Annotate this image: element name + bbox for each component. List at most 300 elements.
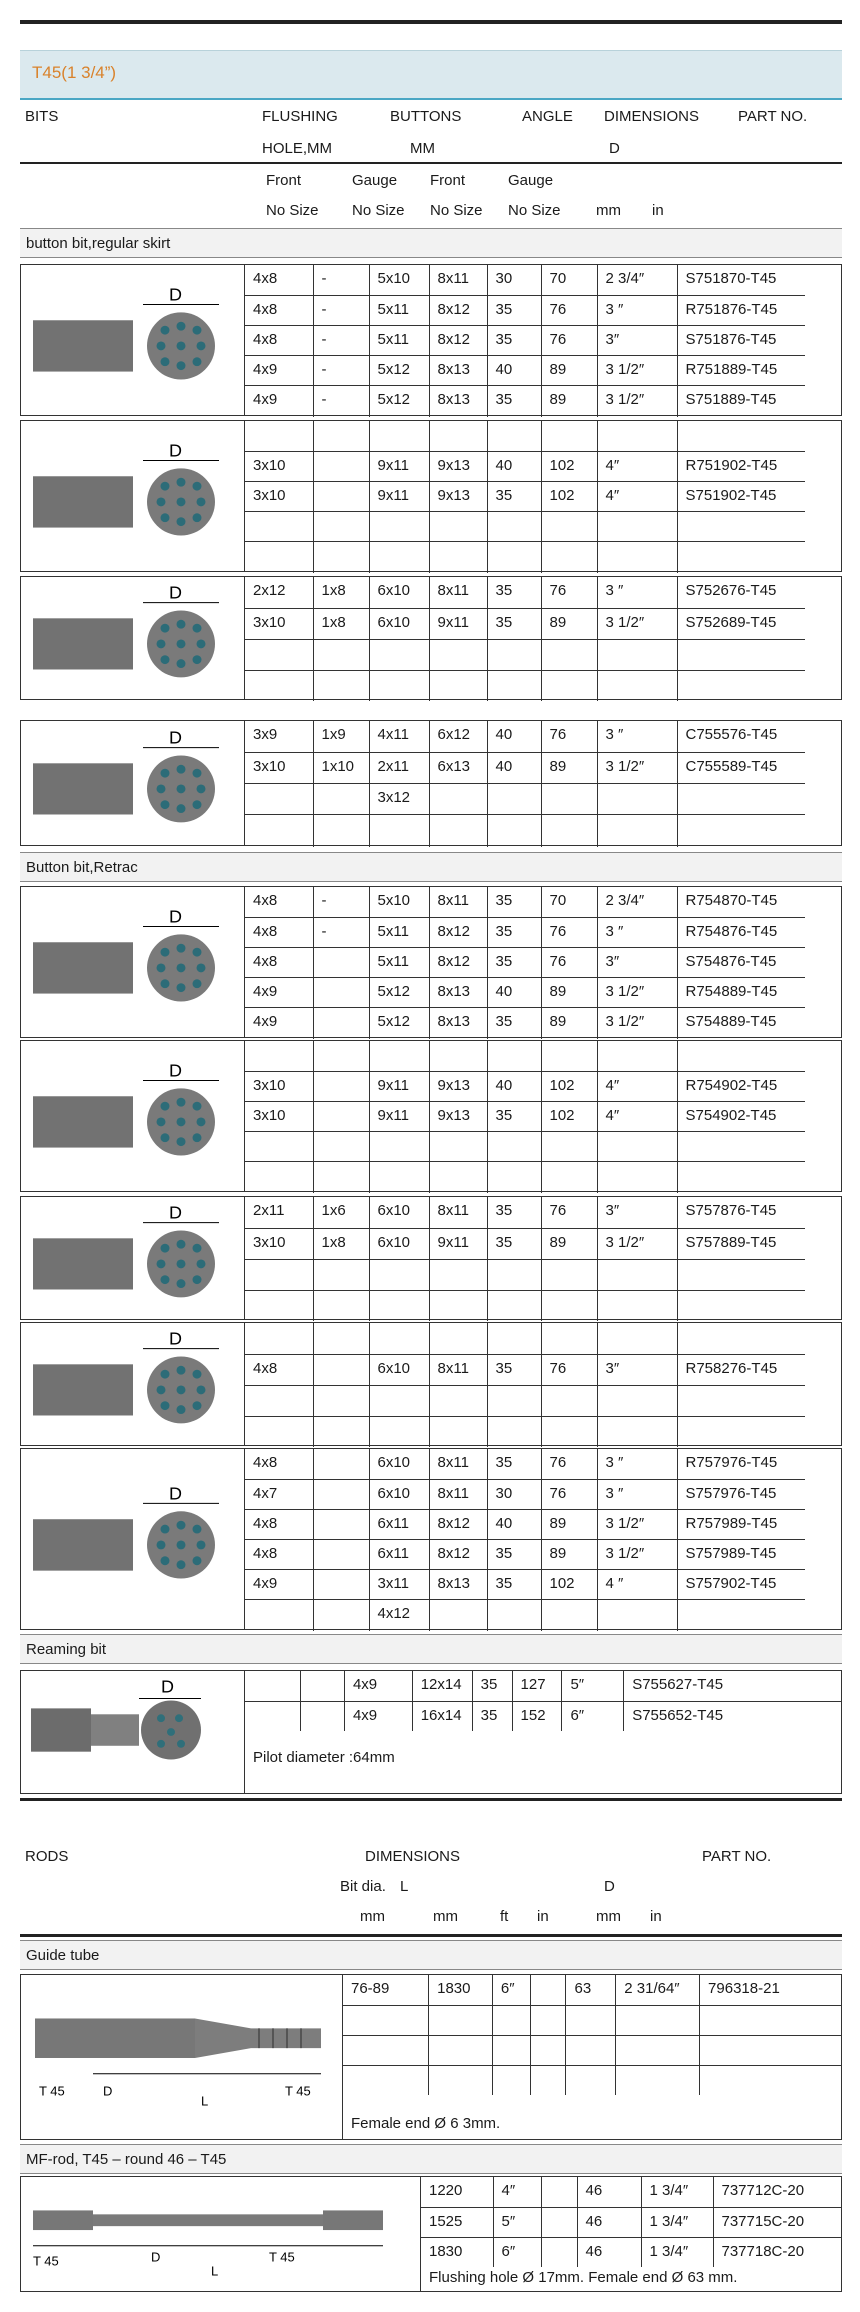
front-label: Front: [430, 172, 466, 189]
table-cell: 152: [512, 1701, 562, 1731]
table-cell: 89: [541, 608, 597, 639]
table-cell: 35: [487, 481, 541, 511]
table-cell: [677, 1131, 805, 1161]
buttons-mm-label: MM: [410, 140, 435, 157]
table-cell: [677, 1290, 805, 1321]
bits-label: BITS: [25, 108, 59, 125]
bit-spec-table: [245, 577, 805, 701]
table-cell: [369, 1290, 429, 1321]
bit-image: [21, 577, 245, 699]
table-cell: [313, 1416, 369, 1447]
gauge-label: Gauge: [352, 172, 398, 189]
bit-drawing: [21, 1197, 245, 1319]
table-row: [245, 1385, 805, 1416]
reaming-bit-drawing: [21, 1671, 245, 1793]
table-cell: 76: [541, 577, 597, 608]
table-cell: 9x13: [429, 1101, 487, 1131]
table-cell: 5x11: [369, 295, 429, 325]
table-cell: [616, 2035, 700, 2065]
table-cell: 9x13: [429, 451, 487, 481]
table-cell: [245, 1290, 313, 1321]
table-cell: 12x14: [412, 1671, 472, 1701]
mm-label: mm: [360, 1908, 385, 1925]
table-cell: [541, 1259, 597, 1290]
front-label: Front: [266, 172, 302, 189]
table-row: [245, 1539, 805, 1569]
table-cell: 5x12: [369, 977, 429, 1007]
table-cell: [429, 1259, 487, 1290]
table-cell: [677, 814, 805, 847]
table-cell: [541, 1041, 597, 1071]
table-cell: [313, 1161, 369, 1193]
table-cell: [429, 2065, 493, 2095]
table-cell: 5x12: [369, 355, 429, 385]
table-cell: 3x10: [245, 1228, 313, 1259]
t45-right-label: T 45: [269, 2249, 295, 2265]
table-row: [245, 1569, 805, 1599]
table-cell: 40: [487, 977, 541, 1007]
table-row: [421, 2207, 841, 2237]
table-cell: [245, 783, 313, 814]
table-cell: [313, 451, 369, 481]
table-cell: [313, 670, 369, 701]
table-row: [245, 752, 805, 783]
table-cell: 2x11: [369, 752, 429, 783]
guide-tube-table: [343, 1975, 841, 2095]
table-row: [245, 1131, 805, 1161]
table-cell: [245, 1161, 313, 1193]
table-cell: [530, 2065, 566, 2095]
table-cell: [313, 1071, 369, 1101]
table-cell: 1525: [421, 2207, 493, 2237]
table-cell: 1x9: [313, 721, 369, 752]
mf-rod-note: Flushing hole Ø 17mm. Female end Ø 63 mm.: [429, 2269, 738, 2286]
table-cell: [597, 1323, 677, 1354]
mm-label: mm: [596, 1908, 621, 1925]
table-cell: 70: [541, 265, 597, 295]
table-row: [245, 1290, 805, 1321]
d-dimension-label: D: [169, 1202, 182, 1223]
page-title: T45(1 3/4”): [32, 63, 117, 82]
table-cell: 35: [487, 325, 541, 355]
bit-spec-table: [245, 1323, 805, 1447]
table-cell: [429, 783, 487, 814]
table-cell: [597, 1385, 677, 1416]
table-cell: [487, 541, 541, 573]
table-row: [245, 1007, 805, 1039]
table-cell: 8x13: [429, 385, 487, 417]
table-cell: S757976-T45: [677, 1479, 805, 1509]
table-cell: 3 1/2″: [597, 385, 677, 417]
table-cell: 8x12: [429, 1509, 487, 1539]
table-row: [245, 265, 805, 295]
table-cell: [541, 1599, 597, 1631]
table-cell: [313, 1385, 369, 1416]
table-cell: 89: [541, 1228, 597, 1259]
table-cell: 6″: [493, 2237, 541, 2267]
flushing-label: FLUSHING: [262, 108, 338, 125]
table-cell: 8x13: [429, 1569, 487, 1599]
table-cell: [616, 2065, 700, 2095]
table-cell: [369, 639, 429, 670]
table-cell: 6x10: [369, 1197, 429, 1228]
table-cell: [429, 1416, 487, 1447]
table-row: [245, 1323, 805, 1354]
title-band: [20, 50, 842, 100]
table-cell: 3x10: [245, 1071, 313, 1101]
table-cell: [597, 1041, 677, 1071]
table-cell: S754876-T45: [677, 947, 805, 977]
t45-left-label: T 45: [39, 2083, 65, 2099]
table-cell: 3 1/2″: [597, 1228, 677, 1259]
t45-right-label: T 45: [285, 2083, 311, 2099]
table-row: [245, 670, 805, 701]
in-label: in: [650, 1908, 662, 1925]
table-cell: [429, 1131, 487, 1161]
table-cell: 3 1/2″: [597, 608, 677, 639]
table-cell: [541, 1323, 597, 1354]
table-cell: 3″: [597, 325, 677, 355]
reaming-block: [20, 1670, 842, 1794]
bit-image: [21, 887, 245, 1037]
table-cell: 5x12: [369, 1007, 429, 1039]
table-row: [245, 1449, 805, 1479]
table-cell: [597, 783, 677, 814]
table-cell: [487, 1161, 541, 1193]
table-cell: 30: [487, 1479, 541, 1509]
table-cell: [313, 511, 369, 541]
table-cell: 4x9: [245, 1569, 313, 1599]
table-cell: [677, 541, 805, 573]
table-row: [245, 1354, 805, 1385]
ft-label: ft: [500, 1908, 509, 1925]
table-row: [245, 639, 805, 670]
bit-image: [21, 1197, 245, 1319]
table-row: [245, 511, 805, 541]
table-cell: -: [313, 917, 369, 947]
table-cell: 737718C-20: [721, 2242, 805, 2260]
table-cell: 6x12: [429, 721, 487, 752]
table-cell: [487, 1290, 541, 1321]
table-row: [245, 355, 805, 385]
bit-drawing: [21, 721, 245, 845]
table-cell: 35: [487, 917, 541, 947]
table-cell: [313, 1539, 369, 1569]
table-cell: 3 1/2″: [597, 752, 677, 783]
table-cell: 737715C-20: [713, 2207, 841, 2237]
table-cell: 9x13: [429, 1071, 487, 1101]
table-cell: 6x10: [369, 1228, 429, 1259]
table-cell: [541, 1290, 597, 1321]
table-cell: 4 ″: [597, 1569, 677, 1599]
bit-spec-table: [245, 265, 805, 417]
table-cell: 35: [487, 1449, 541, 1479]
table-cell: 4″: [597, 1071, 677, 1101]
table-cell: [245, 1323, 313, 1354]
rods-part-no-label: PART NO.: [702, 1848, 772, 1865]
table-cell: 35: [472, 1701, 512, 1731]
dimensions-label: DIMENSIONS: [604, 108, 700, 125]
mf-rod-block: [20, 2176, 842, 2292]
table-cell: 1x6: [313, 1197, 369, 1228]
table-row: [245, 1259, 805, 1290]
table-cell: 76: [541, 1479, 597, 1509]
table-cell: [487, 1041, 541, 1071]
table-cell: 89: [541, 385, 597, 417]
dimensions-d-label: D: [609, 140, 620, 157]
table-cell: 76: [541, 1197, 597, 1228]
table-cell: 4″: [597, 1101, 677, 1131]
bit-image: [21, 265, 245, 415]
bit-spec-table: [245, 887, 805, 1039]
table-cell: 35: [487, 577, 541, 608]
table-cell: 8x11: [429, 1197, 487, 1228]
table-cell: [245, 1701, 301, 1731]
table-cell: [313, 814, 369, 847]
table-cell: [597, 1131, 677, 1161]
table-cell: [245, 814, 313, 847]
bit-image: [21, 1041, 245, 1191]
table-cell: 76: [541, 325, 597, 355]
mf-rod-drawing: [21, 2177, 421, 2291]
table-cell: 5x11: [369, 947, 429, 977]
table-cell: [429, 814, 487, 847]
section-retrac: [20, 852, 842, 882]
no-size-label: No Size: [508, 202, 561, 219]
table-cell: 3 1/2″: [597, 1539, 677, 1569]
table-cell: [313, 1259, 369, 1290]
table-cell: 3″: [597, 1197, 677, 1228]
table-cell: [677, 1323, 805, 1354]
table-cell: [597, 541, 677, 573]
table-cell: 6″: [562, 1701, 624, 1731]
table-cell: 3x9: [245, 721, 313, 752]
table-cell: 6x10: [369, 1479, 429, 1509]
table-cell: 5x11: [369, 325, 429, 355]
table-cell: 8x11: [429, 265, 487, 295]
table-cell: 76: [541, 1449, 597, 1479]
table-cell: [301, 1701, 345, 1731]
table-cell: [677, 1416, 805, 1447]
table-row: [343, 2005, 841, 2035]
table-cell: 3x10: [245, 481, 313, 511]
bit-drawing: [21, 887, 245, 1037]
d-label: D: [151, 2249, 161, 2265]
bit-image: [21, 1323, 245, 1445]
table-cell: 4x8: [245, 1539, 313, 1569]
table-cell: [429, 639, 487, 670]
table-cell: S752676-T45: [677, 577, 805, 608]
table-cell: [541, 670, 597, 701]
table-cell: [313, 1509, 369, 1539]
table-cell: 4″: [493, 2177, 541, 2207]
bit-block: [20, 264, 842, 416]
table-cell: 3 1/2″: [597, 977, 677, 1007]
table-cell: [245, 1671, 301, 1701]
table-cell: C755576-T45: [677, 721, 805, 752]
table-cell: 8x11: [429, 1449, 487, 1479]
table-cell: [369, 1131, 429, 1161]
section-reaming: [20, 1634, 842, 1664]
table-cell: [492, 2065, 530, 2095]
table-cell: 737712C-20: [713, 2177, 841, 2207]
table-cell: 16x14: [412, 1701, 472, 1731]
table-cell: 40: [487, 721, 541, 752]
table-cell: [313, 1290, 369, 1321]
table-cell: [677, 783, 805, 814]
table-cell: 3 ″: [597, 917, 677, 947]
table-cell: -: [313, 355, 369, 385]
table-cell: 1x10: [313, 752, 369, 783]
table-cell: 1830: [421, 2237, 493, 2267]
table-cell: 3 ″: [597, 1479, 677, 1509]
bit-block: [20, 1322, 842, 1446]
table-cell: 8x12: [429, 295, 487, 325]
table-cell: [541, 2237, 577, 2267]
table-cell: 6x10: [369, 608, 429, 639]
table-cell: [700, 2065, 841, 2095]
table-cell: [677, 1161, 805, 1193]
table-row: [245, 1509, 805, 1539]
table-cell: [369, 1041, 429, 1071]
table-row: [245, 1416, 805, 1447]
table-row: [245, 887, 805, 917]
table-cell: 4″: [597, 451, 677, 481]
d-dimension-label: D: [169, 906, 183, 927]
table-cell: 35: [487, 887, 541, 917]
table-row: [245, 577, 805, 608]
bit-drawing: [21, 1323, 245, 1445]
table-cell: 8x13: [429, 977, 487, 1007]
table-cell: [245, 1259, 313, 1290]
table-row: [245, 783, 805, 814]
table-cell: 8x12: [429, 1539, 487, 1569]
table-cell: [313, 783, 369, 814]
table-cell: [343, 2005, 429, 2035]
table-cell: 1 3/4″: [641, 2177, 713, 2207]
angle-label: ANGLE: [522, 108, 573, 125]
table-cell: [313, 1599, 369, 1631]
table-cell: [429, 2005, 493, 2035]
table-cell: 4x8: [245, 947, 313, 977]
header-rule: [20, 162, 842, 164]
table-cell: 9x11: [429, 608, 487, 639]
table-cell: [597, 1416, 677, 1447]
table-cell: 35: [487, 385, 541, 417]
table-cell: 127: [512, 1671, 562, 1701]
table-cell: 35: [487, 1197, 541, 1228]
table-cell: [245, 639, 313, 670]
d-label: D: [604, 1878, 615, 1895]
table-cell: [597, 1290, 677, 1321]
d-dimension-label: D: [169, 1060, 183, 1081]
bit-drawing: [21, 1449, 245, 1629]
table-cell: 5x11: [369, 917, 429, 947]
table-cell: 4x8: [245, 295, 313, 325]
table-cell: [429, 1323, 487, 1354]
table-cell: 8x12: [429, 917, 487, 947]
table-cell: [245, 421, 313, 451]
table-row: [421, 2177, 841, 2207]
table-cell: 89: [541, 355, 597, 385]
table-cell: [429, 421, 487, 451]
table-cell: [487, 421, 541, 451]
table-cell: [429, 1599, 487, 1631]
table-row: [245, 1228, 805, 1259]
table-cell: [343, 2065, 429, 2095]
table-cell: [541, 639, 597, 670]
table-cell: [313, 1007, 369, 1039]
table-cell: 8x12: [429, 947, 487, 977]
table-cell: [429, 1290, 487, 1321]
table-cell: [677, 511, 805, 541]
table-cell: 5x12: [369, 385, 429, 417]
mf-rod-table: [421, 2177, 841, 2267]
table-cell: 6x10: [369, 1354, 429, 1385]
table-cell: 3 ″: [597, 295, 677, 325]
table-cell: 4x8: [245, 1354, 313, 1385]
table-cell: 4x8: [245, 917, 313, 947]
table-cell: [530, 1975, 566, 2005]
bit-drawing: [21, 577, 245, 699]
table-cell: 46: [577, 2177, 641, 2207]
table-cell: [369, 1323, 429, 1354]
table-cell: 4x9: [245, 977, 313, 1007]
l-label: L: [201, 2093, 209, 2109]
pilot-note: Pilot diameter :64mm: [253, 1749, 395, 1766]
no-size-label: No Size: [430, 202, 483, 219]
table-cell: [677, 1385, 805, 1416]
table-cell: R758276-T45: [677, 1354, 805, 1385]
guide-tube-drawing: [21, 1975, 343, 2139]
bit-block: [20, 576, 842, 700]
table-cell: [369, 1161, 429, 1193]
table-cell: 102: [541, 481, 597, 511]
table-cell: [487, 1385, 541, 1416]
table-cell: 3x11: [369, 1569, 429, 1599]
table-cell: 8x11: [429, 887, 487, 917]
table-cell: 4x8: [245, 1449, 313, 1479]
table-cell: 3 1/2″: [597, 1509, 677, 1539]
bit-spec-table: [245, 721, 805, 847]
table-row: [245, 421, 805, 451]
table-cell: 2x11: [245, 1197, 313, 1228]
table-cell: 6x11: [369, 1509, 429, 1539]
buttons-label: BUTTONS: [390, 108, 462, 125]
table-cell: 3 1/2″: [597, 1007, 677, 1039]
table-cell: 8x11: [429, 1354, 487, 1385]
table-cell: 9x13: [429, 481, 487, 511]
table-cell: [597, 814, 677, 847]
table-cell: 4x9: [344, 1671, 412, 1701]
table-cell: [566, 2065, 616, 2095]
table-cell: 9x11: [369, 1071, 429, 1101]
table-cell: 76-89: [343, 1975, 429, 2005]
table-cell: R754870-T45: [677, 887, 805, 917]
l-label: L: [211, 2263, 219, 2279]
table-cell: R754889-T45: [677, 977, 805, 1007]
section-title: Button bit,Retrac: [26, 859, 138, 876]
d-dimension-label: D: [161, 1676, 174, 1697]
table-cell: R754902-T45: [677, 1071, 805, 1101]
table-cell: R751876-T45: [677, 295, 805, 325]
table-cell: 2 3/4″: [597, 887, 677, 917]
table-cell: 76: [541, 1354, 597, 1385]
d-dimension-label: D: [169, 284, 183, 305]
bit-image: [21, 1449, 245, 1629]
table-cell: [541, 1131, 597, 1161]
table-cell: S757989-T45: [677, 1539, 805, 1569]
